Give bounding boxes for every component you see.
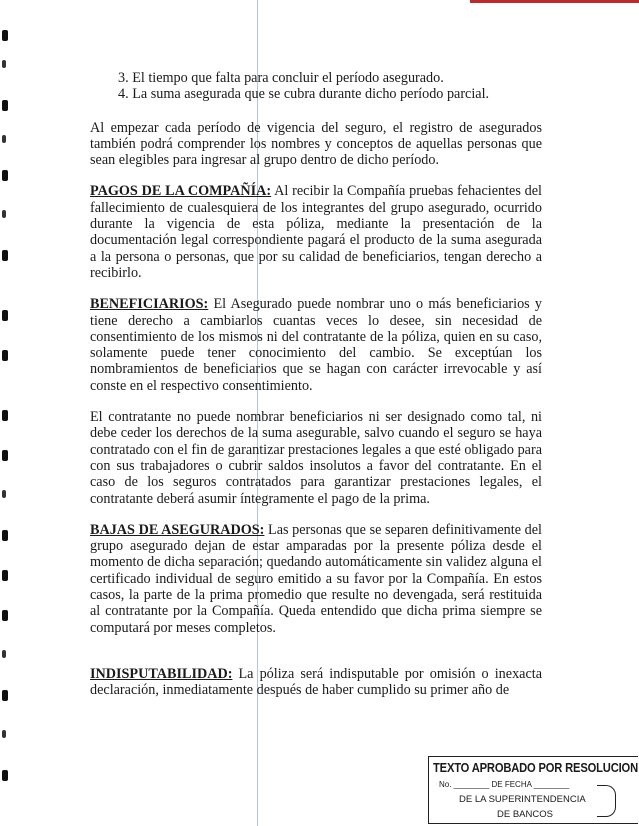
bajas-section xyxy=(90,522,542,636)
binder-holes xyxy=(2,20,16,810)
beneficiarios-body: El Asegurado puede nombrar uno o más beneficiarios y tiene derecho a cambiarlos cuantas veces lo desee, sin necesidad de consentimiento de los mismos ni del contratante de la póliza, quien en su caso, solamente puede tener conocimiento del cambio. Se exceptúan los nombramientos de beneficiarios que se hagan con carácter irrevocable y así conste en el respectivo consentimiento. xyxy=(90,296,542,394)
pagos-body: Al recibir la Compañía pruebas fehacientes del fallecimiento de cualesquiera de los integrantes del grupo asegurado, ocurrido durante la vigencia de esta póliza, mediante la presentación de la documentación legal correspondiente pagará el producto de la suma asegurada a la persona o personas, que por su calidad de beneficiarios, tengan derecho a recibirlo. xyxy=(90,183,542,281)
list-item: 4. La suma asegurada que se cubra durante dicho período parcial. xyxy=(118,86,490,103)
bajas-body: Las personas que se separen definitivamente del grupo asegurado dejan de estar amparadas por la presente póliza desde el momento de dicha separación; quedando automáticamente sin validez alguna el certificado individual de seguro emitido a su favor por la Compañía. En estos casos, la parte de la prima promedio que resulte no devengada, será restituida al contratante por la Compañía. Queda entendido que dicha prima siempre se computará por meses completos. xyxy=(90,521,542,636)
stamp-authority-name: DE BANCOS xyxy=(497,809,553,820)
indisputabilidad-section xyxy=(90,666,542,699)
top-edge-line xyxy=(470,0,639,3)
beneficiarios-heading: BENEFICIARIOS: xyxy=(90,296,209,313)
stamp-number-date: No. ________ DE FECHA ________ xyxy=(439,780,570,789)
contratante-paragraph: El contratante no puede nombrar beneficiarios ni ser designado como tal, ni debe ceder los derechos de la suma asegurable, salvo cuando el seguro se haya contratado con el fin de garantizar prestaciones legales a que esté obligado para con sus trabajadores o cubrir saldos insolutos a favor del contratante. En el caso de los seguros contratados para garantizar prestaciones legales, el contratante deberá asumir íntegramente el pago de la prima. xyxy=(90,409,542,507)
beneficiarios-section xyxy=(90,296,542,394)
numbered-list xyxy=(118,70,542,103)
indisputabilidad-heading: INDISPUTABILIDAD: xyxy=(90,665,233,682)
list-item: 3. El tiempo que falta para concluir el período asegurado. xyxy=(118,70,444,86)
stamp-title: TEXTO APROBADO POR RESOLUCION xyxy=(433,760,638,775)
indisputabilidad-body: La póliza será indisputable por omisión o inexacta declaración, inmediatamente después de haber cumplido su primer año de xyxy=(90,665,542,699)
stamp-authority: DE LA SUPERINTENDENCIA xyxy=(459,794,586,805)
intro-paragraph: Al empezar cada período de vigencia del seguro, el registro de asegurados también podrá comprender los nombres y conceptos de aquellas personas que sean elegibles para ingresar al grupo dentro de dicho período. xyxy=(90,119,542,169)
pagos-heading: PAGOS DE LA COMPAÑÍA: xyxy=(90,183,272,200)
pagos-section xyxy=(90,183,542,281)
stamp-signature-mark xyxy=(597,785,616,817)
approval-stamp xyxy=(428,756,638,824)
document-body xyxy=(90,70,542,714)
bajas-heading: BAJAS DE ASEGURADOS: xyxy=(90,521,265,538)
